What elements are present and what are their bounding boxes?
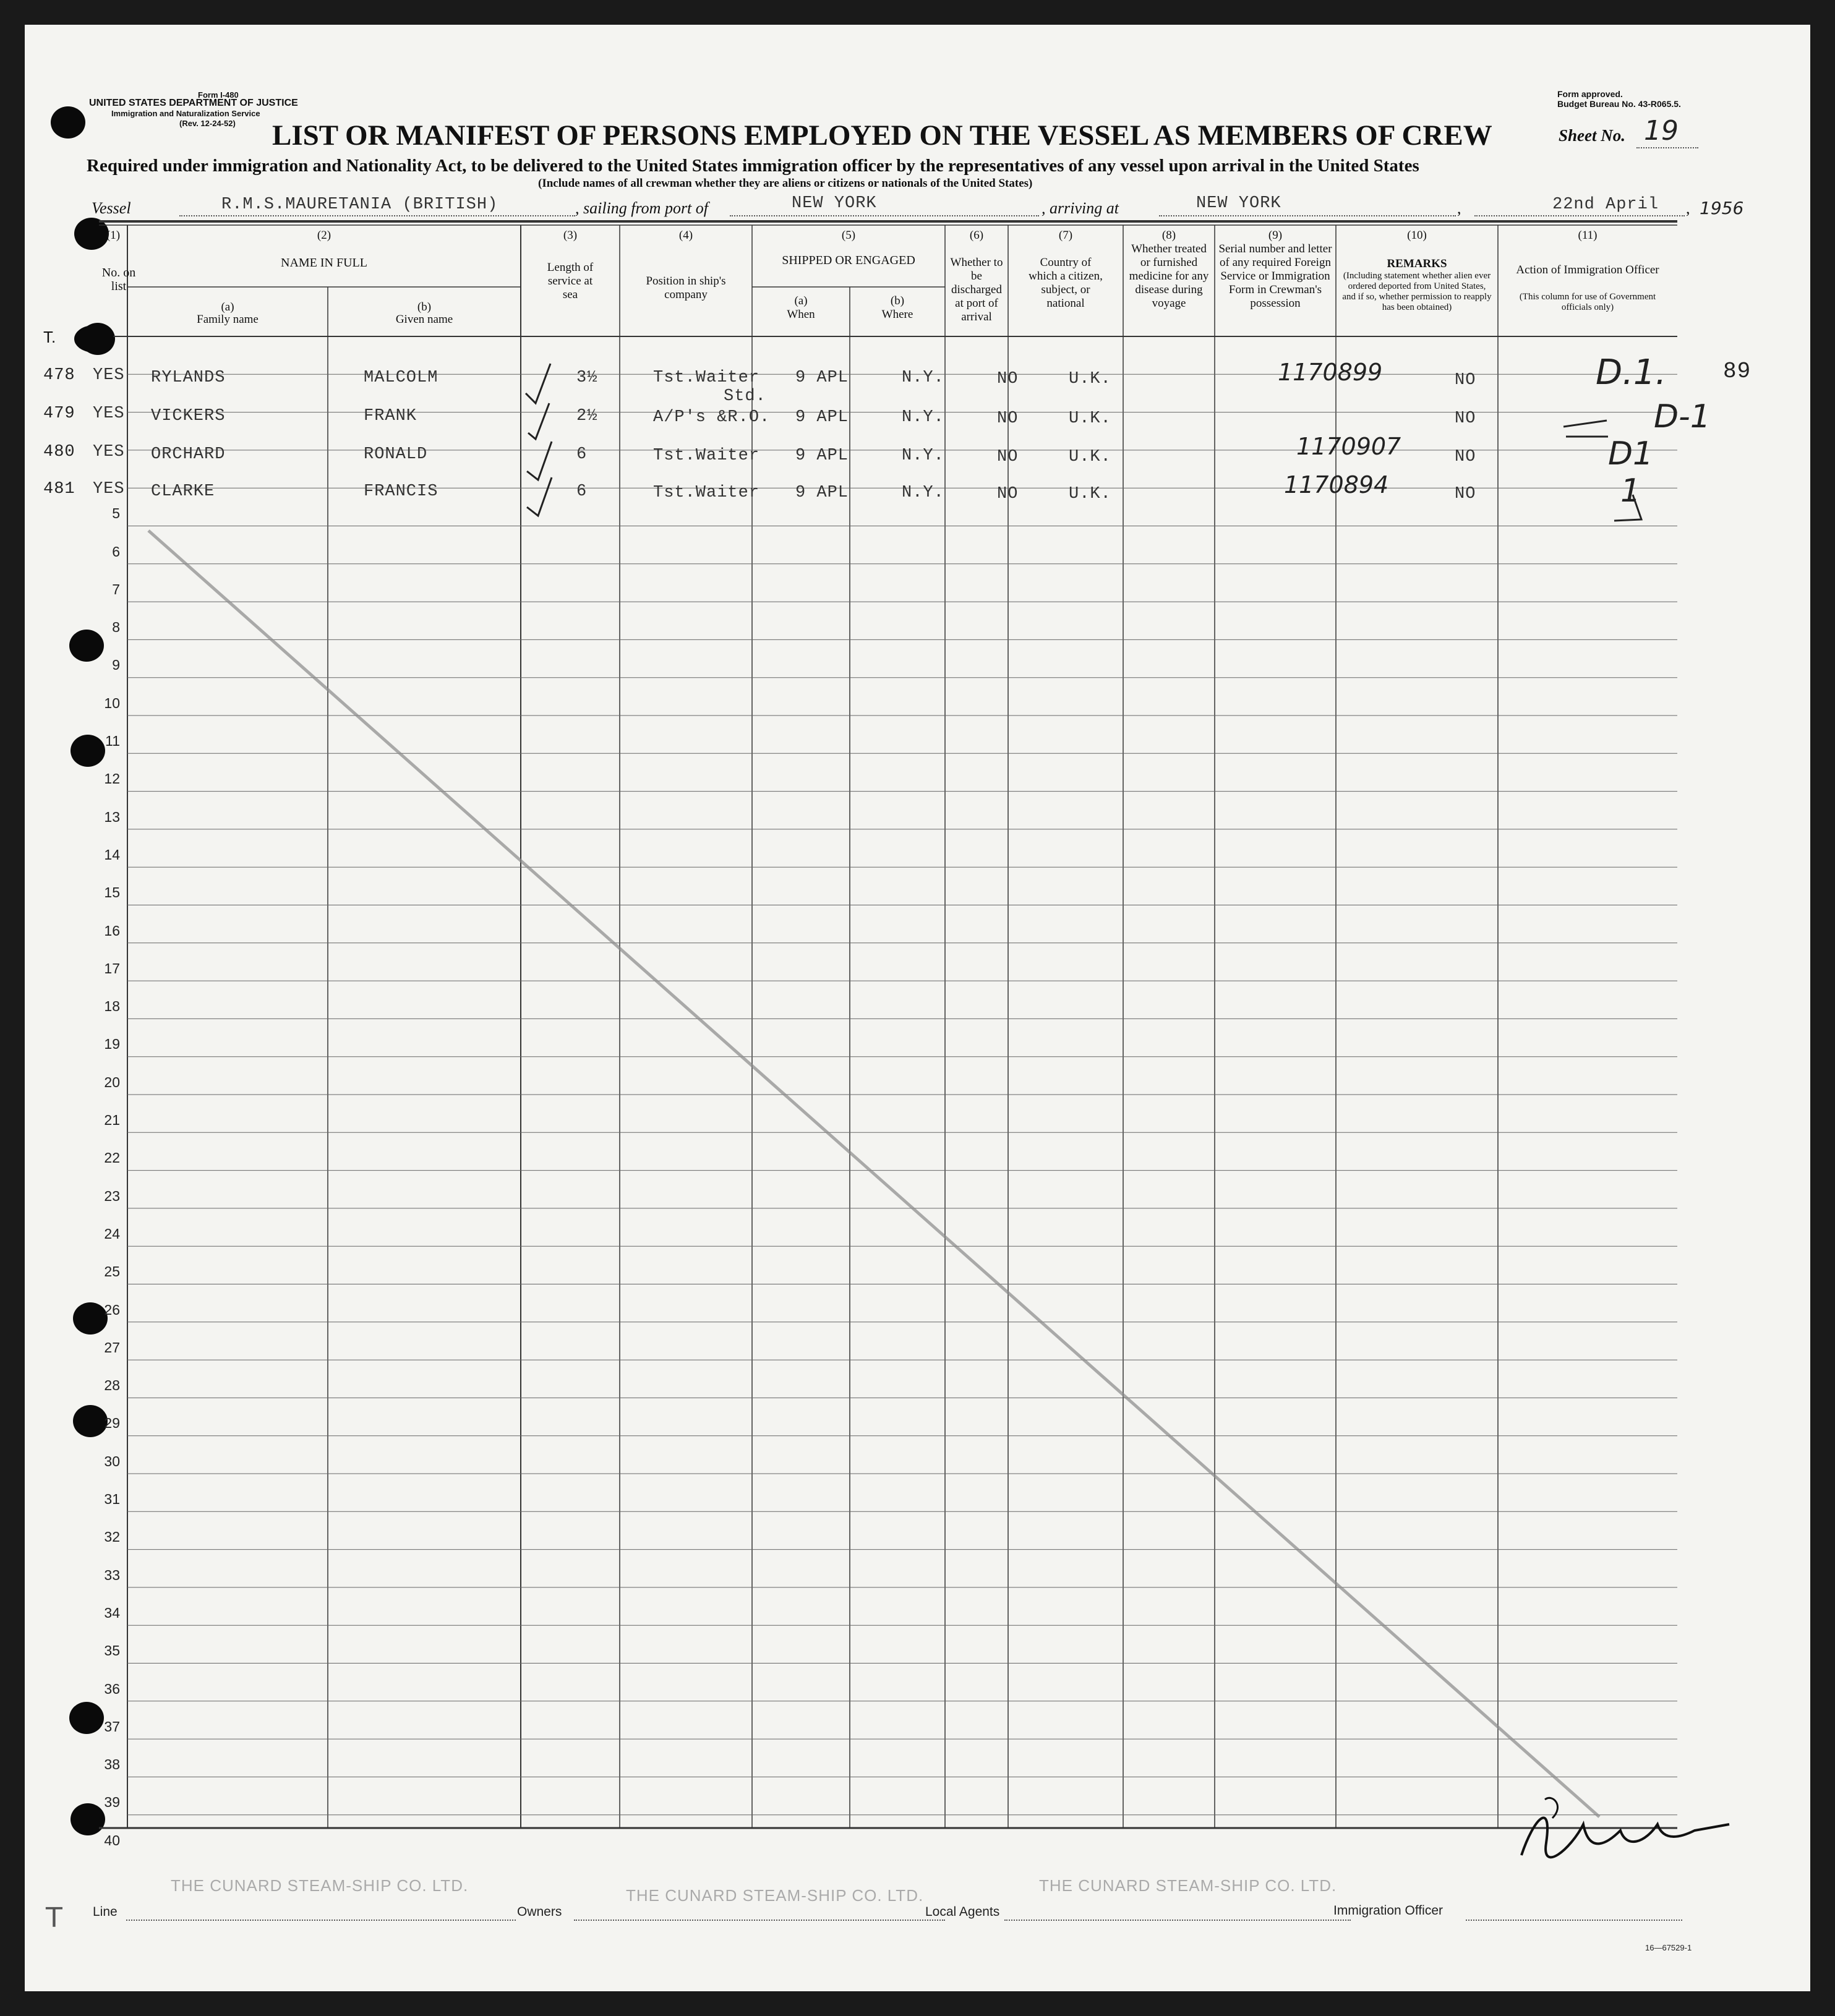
row-number: 32	[104, 1529, 120, 1545]
row-number: 9	[112, 657, 120, 673]
sheet-label: Sheet No.	[1559, 126, 1625, 145]
row-number: 35	[104, 1642, 120, 1659]
row-number: 8	[112, 619, 120, 636]
discharged: NO	[997, 370, 1019, 388]
row-number: 14	[104, 846, 120, 863]
shipped-when: 9 APL	[795, 484, 849, 502]
row-number: 23	[104, 1187, 120, 1204]
yes-mark: YES	[93, 443, 125, 461]
position: Tst.Waiter	[653, 369, 760, 387]
col8-header: Whether treated or furnished medicine for any disease during voyage	[1129, 242, 1209, 310]
row-number: 7	[112, 581, 120, 597]
officer-action: D.1.	[1596, 352, 1667, 393]
col2-header: NAME IN FULL	[281, 256, 367, 270]
col10-note: (Including statement whether alien ever ordered deported from United States, and if so, whether permission to reapply has been obtained)	[1342, 271, 1492, 312]
row-number: 27	[104, 1339, 120, 1356]
family-name: RYLANDS	[151, 369, 226, 387]
row-number: 36	[104, 1680, 120, 1697]
row-number: 17	[104, 960, 120, 976]
position-extra: Std.	[724, 387, 766, 406]
family-name: VICKERS	[151, 407, 226, 425]
row-number: 24	[104, 1225, 120, 1242]
row-number: 39	[104, 1794, 120, 1811]
col9-header: Serial number and letter of any required Foreign Service or Immigration Form in Crewman's possession	[1218, 242, 1332, 310]
row-number: 16	[104, 922, 120, 939]
col7-num: (7)	[1058, 229, 1073, 242]
row-number: 38	[104, 1756, 120, 1773]
service-length: 2½	[576, 407, 598, 425]
arrival-port: NEW YORK	[1196, 194, 1281, 213]
immigration-officer-label: Immigration Officer	[1333, 1903, 1443, 1918]
col5b-num: (b)	[890, 294, 905, 307]
remarks: NO	[1455, 485, 1476, 503]
row-number: 12	[104, 771, 120, 787]
service-length: 6	[576, 445, 588, 464]
shipped-when: 9 APL	[795, 369, 849, 387]
col2-num: (2)	[317, 229, 331, 242]
manifest-sheet	[25, 25, 1810, 1991]
col7-header: Country of which a citizen, subject, or national	[1029, 256, 1103, 310]
given-name: MALCOLM	[364, 369, 438, 387]
col6-num: (6)	[969, 229, 984, 242]
local-agents-label: Local Agents	[925, 1905, 1000, 1919]
sailing-label: , sailing from port of	[575, 199, 709, 217]
country: U.K.	[1069, 409, 1111, 428]
shipped-where: N.Y.	[902, 369, 944, 387]
col8-num: (8)	[1161, 229, 1176, 242]
agents-fill	[1004, 1918, 1351, 1921]
col2a-num: (a)	[221, 301, 234, 314]
comma: ,	[1457, 199, 1461, 217]
col2b-header: Given name	[395, 313, 453, 326]
officer-action: D-1	[1654, 398, 1711, 435]
row-number: 33	[104, 1566, 120, 1583]
row-number: 40	[104, 1832, 120, 1848]
form-title: LIST OR MANIFEST OF PERSONS EMPLOYED ON THE VESSEL AS MEMBERS OF CREW	[272, 119, 1492, 152]
vessel-label: Vessel	[92, 199, 131, 217]
agents-stamp: THE CUNARD STEAM-SHIP CO. LTD.	[1039, 1876, 1337, 1895]
col10-header: REMARKS	[1387, 257, 1447, 270]
row-number: 19	[104, 1036, 120, 1053]
family-name: CLARKE	[151, 482, 215, 501]
given-name: FRANK	[364, 407, 417, 425]
officer-signature	[1521, 1818, 1729, 1858]
row-number: 21	[104, 1112, 120, 1128]
col1-header: No. on list	[101, 266, 136, 293]
row-number: 25	[104, 1263, 120, 1280]
form-note: (Include names of all crewman whether they are aliens or citizens or nationals of the United States)	[538, 177, 1033, 190]
cancellation-line	[148, 531, 1599, 1817]
col9-num: (9)	[1268, 229, 1283, 242]
remarks: NO	[1455, 448, 1476, 466]
col1-num: (1)	[106, 229, 121, 242]
country: U.K.	[1069, 485, 1111, 503]
col4-header: Position in ship's company	[646, 275, 726, 301]
remarks: NO	[1455, 409, 1476, 428]
form-number: Form I-480	[198, 90, 239, 100]
row-number: 22	[104, 1150, 120, 1166]
remarks: NO	[1455, 371, 1476, 390]
vessel-name: R.M.S.MAURETANIA (BRITISH)	[221, 195, 498, 214]
list-number: 481	[43, 480, 75, 498]
row-number: 26	[104, 1301, 120, 1318]
form-approved: Form approved.	[1557, 89, 1623, 99]
shipped-where: N.Y.	[902, 484, 944, 502]
sheet-number: 19	[1644, 115, 1679, 147]
officer-action: 1	[1620, 472, 1641, 510]
shipped-when: 9 APL	[795, 408, 849, 427]
service-length: 6	[576, 482, 588, 501]
revision-date: (Rev. 12-24-52)	[179, 119, 236, 128]
officer-fill	[1466, 1918, 1682, 1921]
arriving-label: , arriving at	[1042, 199, 1119, 217]
shipped-where: N.Y.	[902, 408, 944, 427]
budget-bureau: Budget Bureau No. 43-R065.5.	[1557, 99, 1681, 109]
row-number: 29	[104, 1415, 120, 1432]
position: A/P's &R.O.	[653, 408, 771, 427]
comma: ,	[1686, 199, 1690, 217]
list-number: 479	[43, 404, 75, 423]
row-number: 10	[104, 694, 120, 711]
row-number: 30	[104, 1453, 120, 1469]
row-number: 34	[104, 1604, 120, 1621]
row-number: 11	[105, 733, 120, 749]
arrival-year: 1956	[1700, 198, 1744, 218]
serial-number: 1170899	[1278, 359, 1383, 386]
line-fill	[126, 1918, 516, 1921]
row-number: 31	[104, 1491, 120, 1507]
print-code: 16—67529-1	[1645, 1943, 1692, 1952]
col5a-header: When	[787, 308, 815, 321]
col4-num: (4)	[678, 229, 693, 242]
discharged: NO	[997, 448, 1019, 466]
list-number: 480	[43, 443, 75, 461]
col11-num: (11)	[1578, 229, 1598, 242]
country: U.K.	[1069, 448, 1111, 466]
owners-label: Owners	[517, 1905, 562, 1919]
country: U.K.	[1069, 370, 1111, 388]
col11-note: (This column for use of Government officials only)	[1519, 292, 1656, 312]
row-number: 5	[112, 505, 120, 522]
punch-hole	[74, 325, 114, 352]
col6-header: Whether to be discharged at port of arrival	[950, 256, 1003, 323]
line-stamp: THE CUNARD STEAM-SHIP CO. LTD.	[171, 1876, 469, 1895]
row-number: 13	[104, 808, 120, 825]
serial-number: 1170907	[1296, 433, 1401, 460]
shipped-where: N.Y.	[902, 446, 944, 465]
col5-header: SHIPPED OR ENGAGED	[782, 254, 915, 267]
yes-mark: YES	[93, 404, 125, 423]
discharged: NO	[997, 485, 1019, 503]
position: Tst.Waiter	[653, 484, 760, 502]
row-number: 15	[104, 884, 120, 901]
owners-fill	[574, 1918, 945, 1921]
service-name: Immigration and Naturalization Service	[111, 109, 260, 118]
department-name: UNITED STATES DEPARTMENT OF JUSTICE	[89, 98, 298, 108]
col3-header: Length of service at sea	[547, 261, 594, 301]
col5b-header: Where	[881, 308, 913, 321]
yes-mark: YES	[93, 480, 125, 498]
row-number: 37	[104, 1718, 120, 1735]
col5a-num: (a)	[794, 294, 808, 307]
given-name: RONALD	[364, 445, 428, 464]
officer-action: D1	[1608, 435, 1654, 472]
owners-stamp: THE CUNARD STEAM-SHIP CO. LTD.	[626, 1886, 924, 1905]
position: Tst.Waiter	[653, 446, 760, 465]
col10-num: (10)	[1407, 229, 1427, 242]
service-length: 3½	[576, 369, 598, 387]
side-mark: 89	[1723, 359, 1752, 384]
sailing-port: NEW YORK	[792, 194, 877, 213]
margin-mark: T	[46, 1902, 62, 1934]
t-mark: T.	[43, 328, 56, 346]
col3-num: (3)	[563, 229, 578, 242]
col2a-header: Family name	[197, 313, 259, 326]
arrival-date: 22nd April	[1552, 195, 1659, 214]
yes-mark: YES	[93, 366, 125, 385]
given-name: FRANCIS	[364, 482, 438, 501]
list-number: 478	[43, 366, 75, 385]
line-label: Line	[93, 1905, 118, 1919]
col2b-num: (b)	[417, 301, 432, 314]
row-number: 20	[104, 1074, 120, 1090]
discharged: NO	[997, 409, 1019, 428]
shipped-when: 9 APL	[795, 446, 849, 465]
family-name: ORCHARD	[151, 445, 226, 464]
row-number: 28	[104, 1377, 120, 1394]
serial-number: 1170894	[1284, 471, 1389, 498]
row-number: 6	[112, 543, 120, 560]
col11-header: Action of Immigration Officer	[1516, 263, 1659, 276]
row-number: 18	[104, 998, 120, 1015]
form-subtitle: Required under immigration and Nationality Act, to be delivered to the United States immigration officer by the representatives of any vessel upon arrival in the United States	[87, 156, 1419, 176]
col5-num: (5)	[841, 229, 856, 242]
